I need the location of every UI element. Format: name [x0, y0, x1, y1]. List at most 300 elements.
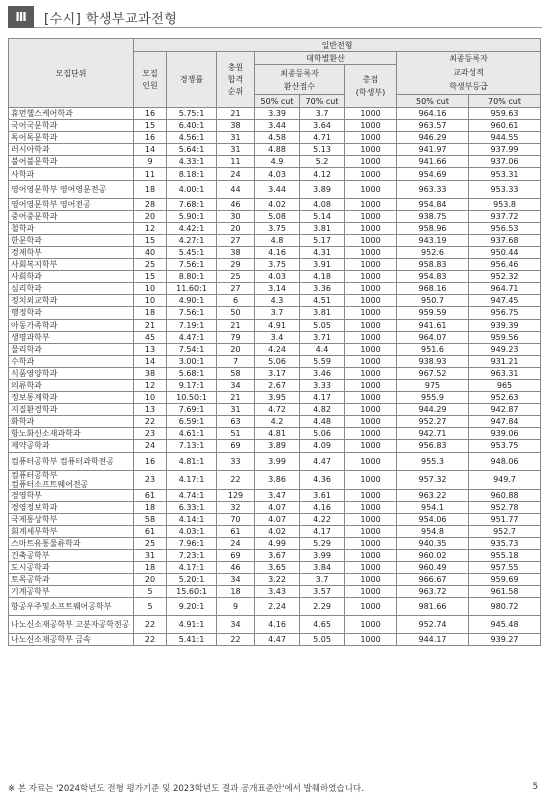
table-cell: 4.99 — [255, 537, 300, 549]
table-cell: 8.80:1 — [167, 271, 217, 283]
table-cell: 25 — [134, 259, 167, 271]
table-cell: 947.45 — [469, 295, 541, 307]
table-cell: 7.13:1 — [167, 440, 217, 452]
table-cell: 5 — [134, 598, 167, 616]
table-cell: 18 — [134, 501, 167, 513]
unit-name-cell: 의류학과 — [9, 379, 134, 391]
table-row — [9, 525, 541, 537]
table-cell: 7 — [217, 355, 255, 367]
table-cell: 944.17 — [397, 634, 469, 646]
table-cell: 16 — [134, 132, 167, 144]
unit-name-cell: 사회학과 — [9, 271, 134, 283]
table-cell: 1000 — [345, 295, 397, 307]
table-cell: 4.48 — [300, 416, 345, 428]
table-cell: 951.6 — [397, 343, 469, 355]
table-cell: 4.47:1 — [167, 331, 217, 343]
table-cell: 2.24 — [255, 598, 300, 616]
table-cell: 5.06 — [300, 428, 345, 440]
table-cell: 1000 — [345, 144, 397, 156]
table-row — [9, 210, 541, 222]
table-cell: 3.71 — [300, 331, 345, 343]
table-cell: 949.7 — [469, 470, 541, 489]
table-cell: 980.72 — [469, 598, 541, 616]
unit-name-cell: 불어불문학과 — [9, 156, 134, 168]
page-number: 5 — [532, 782, 538, 792]
header-rule — [34, 27, 542, 28]
table-cell: 15 — [134, 120, 167, 132]
table-cell: 1000 — [345, 404, 397, 416]
table-cell: 3.47 — [255, 489, 300, 501]
table-cell: 6.33:1 — [167, 501, 217, 513]
table-cell: 23 — [134, 428, 167, 440]
table-row — [9, 379, 541, 391]
table-cell: 4.14:1 — [167, 513, 217, 525]
table-cell: 4.03 — [255, 271, 300, 283]
table-cell: 3.7 — [300, 574, 345, 586]
table-cell: 981.66 — [397, 598, 469, 616]
table-cell: 4.4 — [300, 343, 345, 355]
table-cell: 13 — [134, 343, 167, 355]
table-cell: 5.29 — [300, 537, 345, 549]
table-cell: 16 — [134, 108, 167, 120]
table-cell: 937.06 — [469, 156, 541, 168]
table-cell: 5.20:1 — [167, 574, 217, 586]
table-cell: 69 — [217, 440, 255, 452]
table-cell: 61 — [134, 489, 167, 501]
table-cell: 3.46 — [300, 367, 345, 379]
table-cell: 44 — [217, 180, 255, 198]
table-cell: 7.54:1 — [167, 343, 217, 355]
table-cell: 4.42:1 — [167, 222, 217, 234]
table-cell: 1000 — [345, 574, 397, 586]
table-cell: 1000 — [345, 120, 397, 132]
table-cell: 22 — [217, 634, 255, 646]
unit-name-cell: 제약공학과 — [9, 440, 134, 452]
unit-name-cell: 항노화신소재과학과 — [9, 428, 134, 440]
table-cell: 942.87 — [469, 404, 541, 416]
table-cell: 948.06 — [469, 452, 541, 470]
table-cell: 31 — [217, 132, 255, 144]
header-ratio: 경쟁률 — [167, 52, 217, 108]
table-cell: 4.17:1 — [167, 562, 217, 574]
table-cell: 24 — [217, 537, 255, 549]
unit-name-cell: 심리학과 — [9, 283, 134, 295]
table-cell: 5.05 — [300, 634, 345, 646]
table-row — [9, 307, 541, 319]
table-cell: 1000 — [345, 168, 397, 180]
table-row — [9, 331, 541, 343]
table-cell: 61 — [217, 525, 255, 537]
table-row — [9, 222, 541, 234]
table-cell: 79 — [217, 331, 255, 343]
table-cell: 935.73 — [469, 537, 541, 549]
table-cell: 4.16 — [255, 616, 300, 634]
table-cell: 15 — [134, 234, 167, 246]
table-cell: 959.59 — [397, 307, 469, 319]
table-cell: 33 — [217, 452, 255, 470]
table-cell: 1000 — [345, 562, 397, 574]
table-cell: 5.05 — [300, 319, 345, 331]
table-cell: 129 — [217, 489, 255, 501]
table-cell: 3.86 — [255, 470, 300, 489]
table-cell: 69 — [217, 550, 255, 562]
table-cell: 29 — [217, 259, 255, 271]
table-cell: 4.2 — [255, 416, 300, 428]
table-cell: 1000 — [345, 367, 397, 379]
table-cell: 956.75 — [469, 307, 541, 319]
table-cell: 70 — [217, 513, 255, 525]
table-row — [9, 319, 541, 331]
table-cell: 4.02 — [255, 198, 300, 210]
table-cell: 3.33 — [300, 379, 345, 391]
table-cell: 4.09 — [300, 440, 345, 452]
table-cell: 6 — [217, 295, 255, 307]
table-cell: 949.23 — [469, 343, 541, 355]
table-cell: 2.29 — [300, 598, 345, 616]
table-cell: 1000 — [345, 283, 397, 295]
table-cell: 954.83 — [397, 271, 469, 283]
table-cell: 38 — [217, 120, 255, 132]
unit-name-cell: 철학과 — [9, 222, 134, 234]
table-cell: 4.51 — [300, 295, 345, 307]
table-cell: 939.06 — [469, 428, 541, 440]
table-cell: 58 — [217, 367, 255, 379]
unit-name-cell: 중어중문학과 — [9, 210, 134, 222]
table-cell: 4.31 — [300, 246, 345, 258]
table-cell: 944.29 — [397, 404, 469, 416]
table-cell: 954.84 — [397, 198, 469, 210]
table-cell: 5.17 — [300, 234, 345, 246]
table-cell: 3.99 — [300, 550, 345, 562]
table-cell: 943.19 — [397, 234, 469, 246]
table-cell: 11 — [217, 156, 255, 168]
table-cell: 963.57 — [397, 120, 469, 132]
table-cell: 960.02 — [397, 550, 469, 562]
table-cell: 21 — [134, 319, 167, 331]
table-row — [9, 537, 541, 549]
table-cell: 963.33 — [397, 180, 469, 198]
header-grade-70: 70% cut — [469, 95, 541, 108]
table-cell: 957.55 — [469, 562, 541, 574]
table-cell: 1000 — [345, 616, 397, 634]
table-cell: 4.07 — [255, 513, 300, 525]
table-cell: 961.58 — [469, 586, 541, 598]
table-cell: 1000 — [345, 379, 397, 391]
table-cell: 34 — [217, 616, 255, 634]
table-cell: 50 — [217, 307, 255, 319]
table-cell: 4.56:1 — [167, 132, 217, 144]
table-cell: 5.2 — [300, 156, 345, 168]
table-cell: 22 — [134, 416, 167, 428]
table-row — [9, 343, 541, 355]
unit-name-cell: 행정학과 — [9, 307, 134, 319]
header-quota: 모집 인원 — [134, 52, 167, 108]
table-cell: 51 — [217, 428, 255, 440]
table-cell: 3.14 — [255, 283, 300, 295]
table-cell: 7.23:1 — [167, 550, 217, 562]
table-cell: 1000 — [345, 331, 397, 343]
table-cell: 34 — [217, 574, 255, 586]
table-cell: 3.39 — [255, 108, 300, 120]
table-cell: 25 — [217, 271, 255, 283]
table-cell: 937.68 — [469, 234, 541, 246]
table-cell: 18 — [134, 307, 167, 319]
table-cell: 4.58 — [255, 132, 300, 144]
table-cell: 5.68:1 — [167, 367, 217, 379]
table-cell: 952.63 — [469, 392, 541, 404]
unit-name-cell: 경영학부 — [9, 489, 134, 501]
table-cell: 32 — [217, 501, 255, 513]
table-cell: 3.91 — [300, 259, 345, 271]
unit-name-cell: 영어영문학부 영어영문전공 — [9, 180, 134, 198]
table-row — [9, 234, 541, 246]
table-cell: 5.45:1 — [167, 246, 217, 258]
table-cell: 3.4 — [255, 331, 300, 343]
table-cell: 958.83 — [397, 259, 469, 271]
table-cell: 964.07 — [397, 331, 469, 343]
table-cell: 1000 — [345, 343, 397, 355]
table-cell: 2.67 — [255, 379, 300, 391]
table-cell: 1000 — [345, 428, 397, 440]
unit-name-cell: 국어국문학과 — [9, 120, 134, 132]
table-cell: 1000 — [345, 392, 397, 404]
header-conv-50: 50% cut — [255, 95, 300, 108]
table-cell: 27 — [217, 283, 255, 295]
table-cell: 38 — [217, 246, 255, 258]
table-row — [9, 470, 541, 489]
header-conv-score: 최종등록자 환산점수 — [255, 65, 345, 95]
table-cell: 4.61:1 — [167, 428, 217, 440]
unit-name-cell: 독어독문학과 — [9, 132, 134, 144]
table-cell: 4.33:1 — [167, 156, 217, 168]
unit-name-cell: 나노신소재공학부 고분자공학전공 — [9, 616, 134, 634]
table-cell: 952.27 — [397, 416, 469, 428]
table-cell: 4.81 — [255, 428, 300, 440]
table-cell: 4.03 — [255, 168, 300, 180]
table-cell: 4.88 — [255, 144, 300, 156]
table-cell: 1000 — [345, 501, 397, 513]
table-cell: 1000 — [345, 416, 397, 428]
table-cell: 5.64:1 — [167, 144, 217, 156]
table-cell: 7.56:1 — [167, 307, 217, 319]
table-cell: 954.69 — [397, 168, 469, 180]
header-unit: 모집단위 — [9, 39, 134, 108]
table-cell: 950.7 — [397, 295, 469, 307]
table-cell: 953.31 — [469, 168, 541, 180]
table-cell: 3.95 — [255, 392, 300, 404]
table-cell: 31 — [217, 144, 255, 156]
table-cell: 1000 — [345, 246, 397, 258]
unit-name-cell: 사학과 — [9, 168, 134, 180]
table-cell: 952.6 — [397, 246, 469, 258]
table-cell: 4.00:1 — [167, 180, 217, 198]
table-cell: 4.12 — [300, 168, 345, 180]
unit-name-cell: 화학과 — [9, 416, 134, 428]
table-cell: 4.91:1 — [167, 616, 217, 634]
table-cell: 1000 — [345, 525, 397, 537]
table-cell: 9 — [217, 598, 255, 616]
table-cell: 4.3 — [255, 295, 300, 307]
table-cell: 4.03:1 — [167, 525, 217, 537]
table-cell: 959.63 — [469, 108, 541, 120]
table-cell: 959.56 — [469, 331, 541, 343]
table-cell: 20 — [217, 222, 255, 234]
table-cell: 4.47 — [255, 634, 300, 646]
table-cell: 1000 — [345, 440, 397, 452]
table-cell: 45 — [134, 331, 167, 343]
table-row — [9, 198, 541, 210]
table-cell: 21 — [217, 108, 255, 120]
table-cell: 13 — [134, 404, 167, 416]
table-cell: 963.31 — [469, 367, 541, 379]
table-cell: 960.49 — [397, 562, 469, 574]
table-cell: 955.18 — [469, 550, 541, 562]
table-row — [9, 246, 541, 258]
table-cell: 967.52 — [397, 367, 469, 379]
table-cell: 966.67 — [397, 574, 469, 586]
unit-name-cell: 기계공학부 — [9, 586, 134, 598]
table-cell: 4.9 — [255, 156, 300, 168]
table-cell: 954.06 — [397, 513, 469, 525]
table-cell: 1000 — [345, 259, 397, 271]
header-grade-50: 50% cut — [397, 95, 469, 108]
table-cell: 3.7 — [255, 307, 300, 319]
unit-name-cell: 물리학과 — [9, 343, 134, 355]
table-cell: 22 — [134, 634, 167, 646]
unit-name-cell: 컴퓨터공학부 컴퓨터소프트웨어전공 — [9, 470, 134, 489]
table-cell: 5 — [134, 586, 167, 598]
table-cell: 24 — [217, 168, 255, 180]
table-row — [9, 156, 541, 168]
table-cell: 10 — [134, 392, 167, 404]
table-cell: 10.50:1 — [167, 392, 217, 404]
table-body — [9, 108, 541, 646]
unit-name-cell: 경제학부 — [9, 246, 134, 258]
unit-name-cell: 경영정보학과 — [9, 501, 134, 513]
table-cell: 34 — [217, 379, 255, 391]
table-cell: 1000 — [345, 132, 397, 144]
table-cell: 4.22 — [300, 513, 345, 525]
table-cell: 938.75 — [397, 210, 469, 222]
section-title: [수시] 학생부교과전형 — [44, 12, 178, 27]
table-cell: 4.24 — [255, 343, 300, 355]
table-cell: 956.83 — [397, 440, 469, 452]
table-cell: 4.72 — [255, 404, 300, 416]
table-cell: 11.60:1 — [167, 283, 217, 295]
table-cell: 15.60:1 — [167, 586, 217, 598]
table-cell: 3.57 — [300, 586, 345, 598]
table-cell: 14 — [134, 355, 167, 367]
table-cell: 937.72 — [469, 210, 541, 222]
unit-name-cell: 영어영문학부 영어전공 — [9, 198, 134, 210]
table-cell: 1000 — [345, 222, 397, 234]
table-cell: 964.16 — [397, 108, 469, 120]
table-row — [9, 501, 541, 513]
table-cell: 940.35 — [397, 537, 469, 549]
table-cell: 3.75 — [255, 222, 300, 234]
table-cell: 960.88 — [469, 489, 541, 501]
table-cell: 10 — [134, 283, 167, 295]
table-cell: 31 — [217, 404, 255, 416]
table-cell: 4.90:1 — [167, 295, 217, 307]
footer-note: ※ 본 자료는 '2024학년도 전형 평가기준 및 2023학년도 결과 공개표준안'에서 발췌하였습니다. — [8, 784, 364, 794]
table-cell: 61 — [134, 525, 167, 537]
table-cell: 959.69 — [469, 574, 541, 586]
table-row — [9, 428, 541, 440]
table-cell: 955.3 — [397, 452, 469, 470]
table-cell: 957.32 — [397, 470, 469, 489]
table-cell: 4.16 — [255, 246, 300, 258]
table-cell: 7.68:1 — [167, 198, 217, 210]
table-cell: 3.64 — [300, 120, 345, 132]
table-row — [9, 295, 541, 307]
table-cell: 1000 — [345, 634, 397, 646]
table-cell: 952.7 — [469, 525, 541, 537]
table-cell: 18 — [134, 562, 167, 574]
table-cell: 63 — [217, 416, 255, 428]
unit-name-cell: 한문학과 — [9, 234, 134, 246]
table-cell: 3.81 — [300, 307, 345, 319]
unit-name-cell: 정치외교학과 — [9, 295, 134, 307]
table-cell: 7.96:1 — [167, 537, 217, 549]
unit-name-cell: 회계세무학부 — [9, 525, 134, 537]
table-cell: 3.75 — [255, 259, 300, 271]
table-cell: 3.00:1 — [167, 355, 217, 367]
table-cell: 9.20:1 — [167, 598, 217, 616]
table-cell: 1000 — [345, 156, 397, 168]
table-cell: 4.17:1 — [167, 470, 217, 489]
table-cell: 27 — [217, 234, 255, 246]
section-header — [8, 6, 542, 28]
table-row — [9, 574, 541, 586]
table-cell: 1000 — [345, 513, 397, 525]
table-cell: 944.55 — [469, 132, 541, 144]
table-cell: 1000 — [345, 489, 397, 501]
table-cell: 1000 — [345, 198, 397, 210]
table-cell: 38 — [134, 367, 167, 379]
table-cell: 5.08 — [255, 210, 300, 222]
unit-name-cell: 항공우주및소프트웨어공학부 — [9, 598, 134, 616]
table-cell: 4.65 — [300, 616, 345, 634]
table-cell: 1000 — [345, 550, 397, 562]
table-cell: 4.8 — [255, 234, 300, 246]
table-cell: 3.7 — [300, 108, 345, 120]
table-row — [9, 392, 541, 404]
table-cell: 5.14 — [300, 210, 345, 222]
unit-name-cell: 사회복지학부 — [9, 259, 134, 271]
table-cell: 939.39 — [469, 319, 541, 331]
table-cell: 938.93 — [397, 355, 469, 367]
table-cell: 20 — [134, 210, 167, 222]
header-conv-70: 70% cut — [300, 95, 345, 108]
table-cell: 953.75 — [469, 440, 541, 452]
table-cell: 4.36 — [300, 470, 345, 489]
table-row — [9, 108, 541, 120]
table-row — [9, 489, 541, 501]
table-cell: 4.02 — [255, 525, 300, 537]
table-cell: 960.61 — [469, 120, 541, 132]
table-cell: 5.59 — [300, 355, 345, 367]
table-row — [9, 132, 541, 144]
table-row — [9, 416, 541, 428]
unit-name-cell: 컴퓨터공학부 컴퓨터과학전공 — [9, 452, 134, 470]
results-table — [8, 38, 541, 646]
unit-name-cell: 나노신소재공학부 금속 — [9, 634, 134, 646]
table-cell: 20 — [217, 343, 255, 355]
table-cell: 941.97 — [397, 144, 469, 156]
table-cell: 30 — [217, 210, 255, 222]
table-cell: 954.1 — [397, 501, 469, 513]
